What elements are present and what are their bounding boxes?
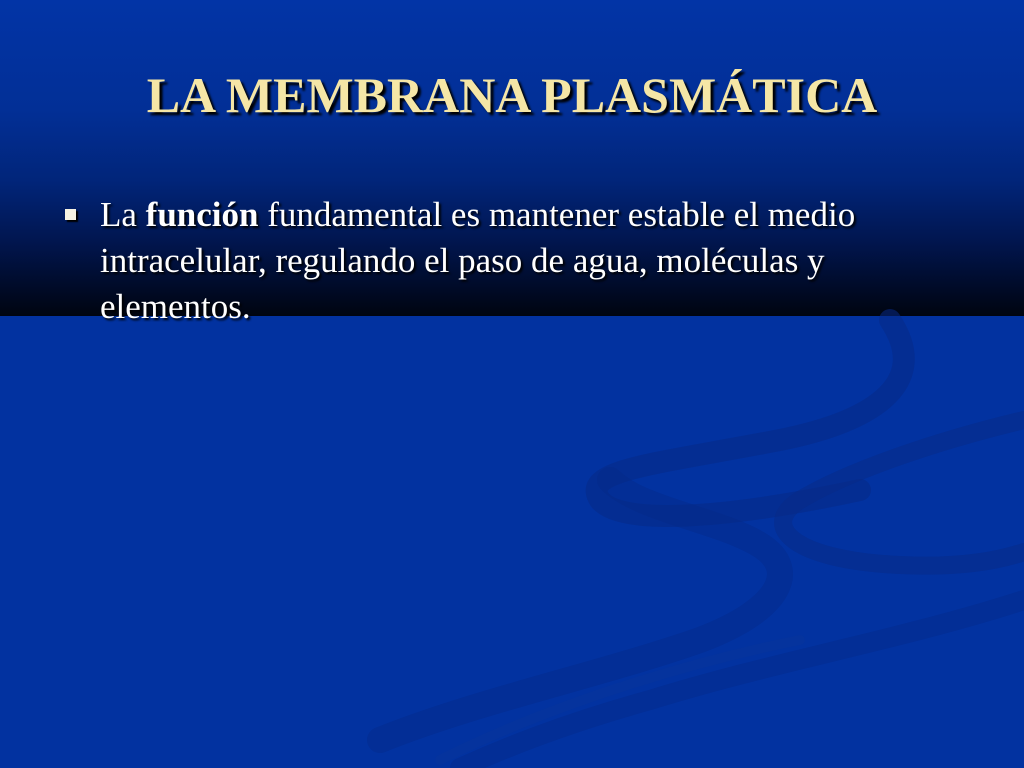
bullet-text-emphasis: función [145, 195, 259, 234]
bullet-item [60, 192, 980, 330]
bullet-list [60, 192, 980, 330]
bullet-text [100, 192, 980, 330]
bullet-text-rest: fundamental es mantener estable el medio intracelular, regulando el paso de agua, moléculas y elementos. [100, 195, 856, 326]
bullet-text-lead: La [100, 195, 146, 234]
square-bullet-icon [65, 209, 76, 220]
slide-title: LA MEMBRANA PLASMÁTICA [146, 67, 878, 123]
